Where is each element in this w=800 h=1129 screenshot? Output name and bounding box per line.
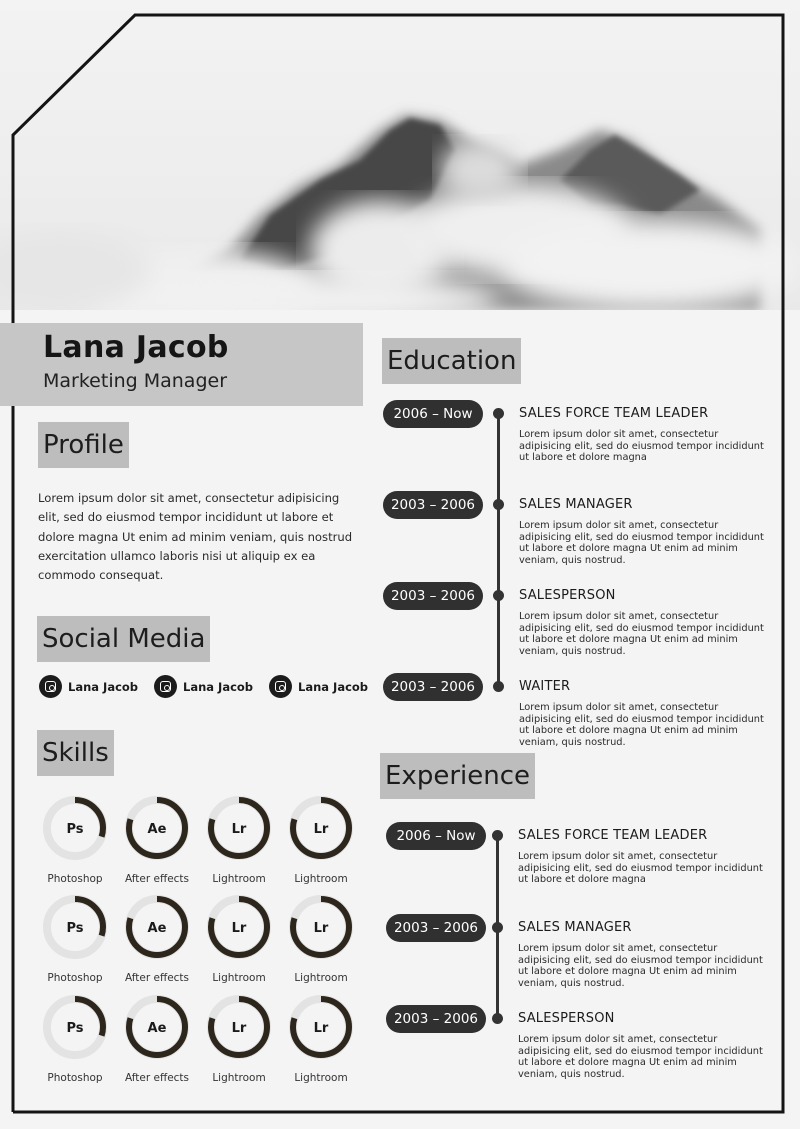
skill-ring xyxy=(288,994,354,1060)
profile-heading: Profile xyxy=(38,422,129,468)
skill-item xyxy=(198,994,280,1084)
skill-label: Lightroom xyxy=(212,972,266,984)
skill-item xyxy=(34,795,116,885)
skill-item xyxy=(198,795,280,885)
period-badge: 2006 – Now xyxy=(386,822,486,850)
period-badge: 2003 – 2006 xyxy=(383,582,483,610)
skill-abbr: Ps xyxy=(66,822,84,837)
skill-label: After effects xyxy=(124,1072,190,1084)
skill-label: Lightroom xyxy=(212,873,266,885)
skill-ring xyxy=(206,994,272,1060)
skill-abbr: Lr xyxy=(231,1021,247,1036)
period-badge: 2003 – 2006 xyxy=(383,491,483,519)
skill-ring xyxy=(124,994,190,1060)
entry-title: SALESPERSON xyxy=(519,588,616,603)
skill-label: Photoshop xyxy=(47,873,103,885)
instagram-icon xyxy=(269,675,292,698)
social-label: Lana Jacob xyxy=(298,679,369,694)
timeline-dot xyxy=(492,1013,503,1024)
profile-text: Lorem ipsum dolor sit amet, consectetur adipisicing elit, sed do eiusmod tempor incididunt ut labore et dolore magna Ut enim ad minim veniam, quis nostrud exercitation ullamco laboris nisi ut aliquip ex ea commodo consequat. xyxy=(38,491,353,583)
social-item[interactable] xyxy=(269,675,368,698)
skill-abbr: Lr xyxy=(313,822,329,837)
instagram-icon xyxy=(154,675,177,698)
social-item[interactable] xyxy=(39,675,138,698)
skill-item xyxy=(34,994,116,1084)
skill-label: After effects xyxy=(124,972,190,984)
timeline-line xyxy=(497,410,500,686)
skill-ring xyxy=(42,894,108,960)
skill-item xyxy=(34,894,116,984)
skill-label: Photoshop xyxy=(47,972,103,984)
entry-description: Lorem ipsum dolor sit amet, consectetur adipisicing elit, sed do eiusmod tempor incididunt ut labore et dolore magna Ut enim ad minim veniam, quis nostrud. xyxy=(519,702,764,748)
skill-item xyxy=(116,994,198,1084)
skill-abbr: Ps xyxy=(66,1021,84,1036)
entry-description: Lorem ipsum dolor sit amet, consectetur adipisicing elit, sed do eiusmod tempor incididunt ut labore et dolore magna Ut enim ad minim veniam, quis nostrud. xyxy=(518,943,763,989)
entry-title: SALES MANAGER xyxy=(519,497,633,512)
timeline-dot xyxy=(493,681,504,692)
skill-label: After effects xyxy=(124,873,190,885)
timeline-dot xyxy=(492,922,503,933)
social-media-heading: Social Media xyxy=(37,616,210,662)
skill-abbr: Lr xyxy=(313,1021,329,1036)
entry-title: SALES FORCE TEAM LEADER xyxy=(519,406,709,421)
skill-ring xyxy=(124,795,190,861)
skill-abbr: Ps xyxy=(66,921,84,936)
skill-ring xyxy=(288,894,354,960)
entry-description: Lorem ipsum dolor sit amet, consectetur adipisicing elit, sed do eiusmod tempor incididunt ut labore et dolore magna Ut enim ad minim veniam, quis nostrud. xyxy=(519,611,764,657)
skill-abbr: Lr xyxy=(231,921,247,936)
skill-item xyxy=(280,994,362,1084)
timeline-dot xyxy=(493,408,504,419)
skill-item xyxy=(116,795,198,885)
education-heading: Education xyxy=(382,338,521,384)
skill-label: Photoshop xyxy=(47,1072,103,1084)
skill-abbr: Ae xyxy=(147,1021,167,1036)
period-badge: 2003 – 2006 xyxy=(386,1005,486,1033)
skills-heading: Skills xyxy=(37,730,114,776)
period-badge: 2006 – Now xyxy=(383,400,483,428)
period-badge: 2003 – 2006 xyxy=(383,673,483,701)
person-title: Marketing Manager xyxy=(43,370,228,392)
skill-item xyxy=(116,894,198,984)
skill-abbr: Lr xyxy=(231,822,247,837)
skill-label: Lightroom xyxy=(294,1072,348,1084)
skill-ring xyxy=(42,795,108,861)
skill-item xyxy=(280,795,362,885)
skill-label: Lightroom xyxy=(294,972,348,984)
entry-title: SALES FORCE TEAM LEADER xyxy=(518,828,708,843)
person-name: Lana Jacob xyxy=(43,330,229,365)
skill-abbr: Lr xyxy=(313,921,329,936)
skill-label: Lightroom xyxy=(294,873,348,885)
period-badge: 2003 – 2006 xyxy=(386,914,486,942)
skill-ring xyxy=(206,795,272,861)
skill-ring xyxy=(124,894,190,960)
social-label: Lana Jacob xyxy=(183,679,254,694)
timeline-dot xyxy=(493,590,504,601)
skill-ring xyxy=(288,795,354,861)
skill-ring xyxy=(206,894,272,960)
entry-description: Lorem ipsum dolor sit amet, consectetur adipisicing elit, sed do eiusmod tempor incididunt ut labore et dolore magna xyxy=(519,429,764,464)
entry-title: SALES MANAGER xyxy=(518,920,632,935)
skill-item xyxy=(280,894,362,984)
entry-title: SALESPERSON xyxy=(518,1011,615,1026)
social-label: Lana Jacob xyxy=(68,679,139,694)
social-item[interactable] xyxy=(154,675,253,698)
skill-ring xyxy=(42,994,108,1060)
entry-description: Lorem ipsum dolor sit amet, consectetur adipisicing elit, sed do eiusmod tempor incididunt ut labore et dolore magna Ut enim ad minim veniam, quis nostrud. xyxy=(519,520,764,566)
experience-heading: Experience xyxy=(380,753,535,799)
instagram-icon xyxy=(39,675,62,698)
timeline-dot xyxy=(492,830,503,841)
timeline-dot xyxy=(493,499,504,510)
entry-title: WAITER xyxy=(519,679,571,694)
skill-item xyxy=(198,894,280,984)
entry-description: Lorem ipsum dolor sit amet, consectetur adipisicing elit, sed do eiusmod tempor incididunt ut labore et dolore magna xyxy=(518,851,763,886)
skill-abbr: Ae xyxy=(147,822,167,837)
skill-label: Lightroom xyxy=(212,1072,266,1084)
skill-abbr: Ae xyxy=(147,921,167,936)
entry-description: Lorem ipsum dolor sit amet, consectetur adipisicing elit, sed do eiusmod tempor incididunt ut labore et dolore magna Ut enim ad minim veniam, quis nostrud. xyxy=(518,1034,763,1080)
header-mountain-photo xyxy=(0,0,800,310)
